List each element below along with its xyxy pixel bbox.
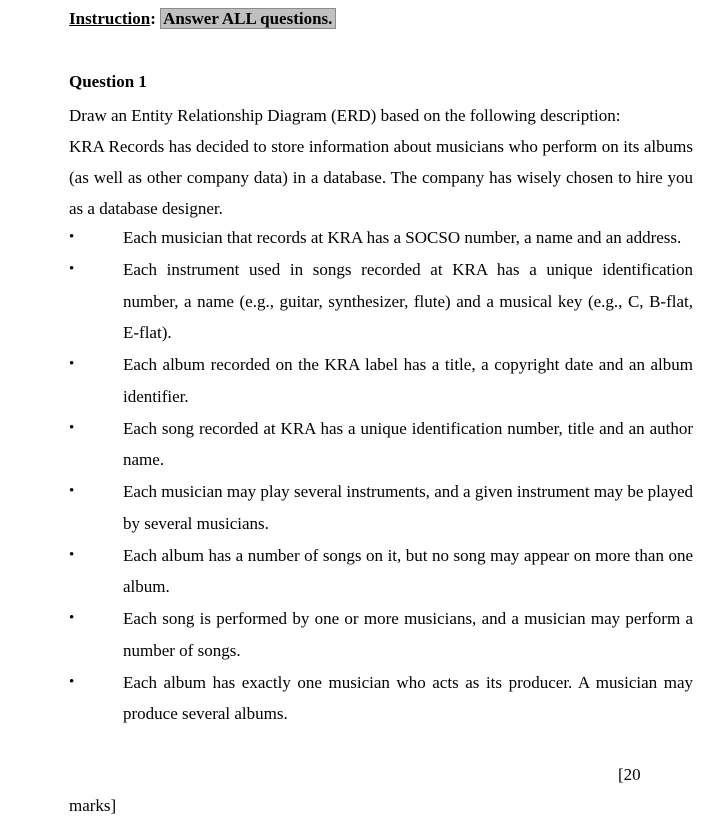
bullet-icon: • [69,419,75,436]
bullet-icon: • [69,546,75,563]
list-item [69,222,693,254]
list-item-text: Each album recorded on the KRA label has a title, a copyright date and an album identifier. [123,355,693,406]
instruction-separator: : [150,9,156,28]
list-item-text: Each musician may play several instruments, and a given instrument may be played by several musicians. [123,482,693,533]
question-title: Question 1 [69,72,147,91]
list-item-text: Each musician that records at KRA has a SOCSO number, a name and an address. [123,228,682,247]
instruction-text: Answer ALL questions. [160,8,336,29]
list-item [69,476,693,539]
bullet-icon: • [69,673,75,690]
intro-line-2: KRA Records has decided to store information about musicians who perform on its albums (as well as other company data) in a database. The company has wisely chosen to hire you as a database designer. [69,137,693,218]
intro-line-1: Draw an Entity Relationship Diagram (ERD) based on the following description: [69,106,621,125]
bullet-icon: • [69,610,75,626]
requirements-list [69,222,693,730]
bullet-icon: • [69,356,75,372]
marks-part-1: [20 [618,765,641,784]
question-intro [69,100,693,224]
list-item-text: Each song is performed by one or more musicians, and a musician may perform a number of songs. [123,609,693,660]
list-item [69,603,693,666]
list-item [69,349,693,412]
list-item-text: Each album has a number of songs on it, but no song may appear on more than one album. [123,545,693,596]
marks-part-2: marks] [69,796,117,815]
list-item-text: Each instrument used in songs recorded at KRA has a unique identification number, a name (e.g., guitar, synthesizer, flute) and a musical key (e.g., C, B-flat, E-flat). [123,260,693,342]
bullet-icon: • [69,261,75,277]
list-item [69,667,693,730]
bullet-icon: • [69,483,75,499]
list-item [69,254,693,349]
list-item-text: Each song recorded at KRA has a unique identification number, title and an author name. [123,418,693,469]
bullet-icon: • [69,229,75,245]
list-item [69,540,693,603]
list-item-text: Each album has exactly one musician who acts as its producer. A musician may produce several albums. [123,672,693,723]
instruction-line [69,7,336,31]
list-item [69,413,693,476]
instruction-label: Instruction [69,9,151,28]
